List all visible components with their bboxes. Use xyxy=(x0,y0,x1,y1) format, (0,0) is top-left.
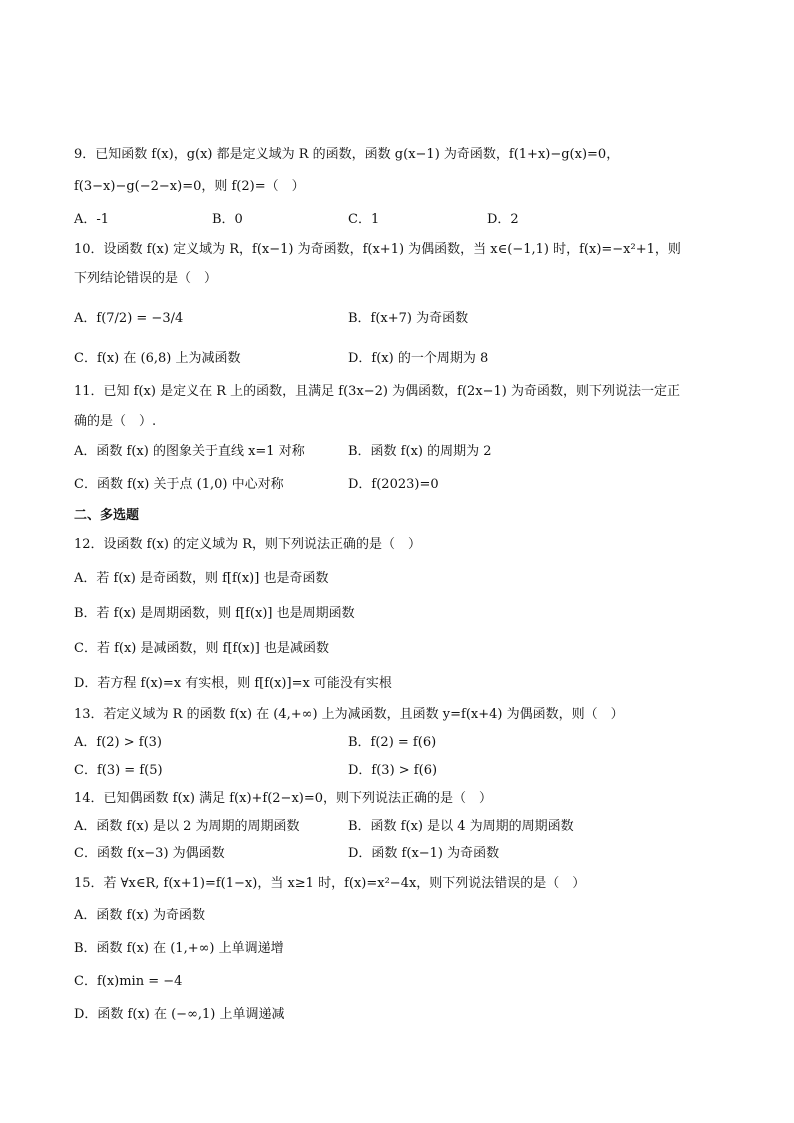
q13-option-b: B．f(2) = f(6) xyxy=(348,735,437,750)
q13-option-d: D．f(3) > f(6) xyxy=(348,763,438,778)
q13-stem-line1: 13．若定义域为 R 的函数 f(x) 在 (4,+∞) 上为减函数，且函数 y=f(x+4) 为偶函数，则（ ） xyxy=(74,707,624,722)
q11-option-c: C．函数 f(x) 关于点 (1,0) 中心对称 xyxy=(74,477,284,492)
q12-option-c: C．若 f(x) 是减函数，则 f[f(x)] 也是减函数 xyxy=(74,641,330,656)
q15-stem-line1: 15．若 ∀x∈R, f(x+1)=f(1−x)，当 x≥1 时，f(x)=x²−4x，则下列说法错误的是（ ） xyxy=(74,876,586,891)
q15-option-c: C．f(x)min = −4 xyxy=(74,974,183,989)
q14-stem-line1: 14．已知偶函数 f(x) 满足 f(x)+f(2−x)=0，则下列说法正确的是（ ） xyxy=(74,791,493,806)
q12-option-b: B．若 f(x) 是周期函数，则 f[f(x)] 也是周期函数 xyxy=(74,606,355,621)
q9-stem-line2: f(3−x)−g(−2−x)=0，则 f(2)=（ ） xyxy=(74,179,305,194)
q10-option-a: A．f(7/2) = −3/4 xyxy=(74,311,184,326)
q10-option-c: C．f(x) 在 (6,8) 上为减函数 xyxy=(74,351,241,366)
q14-option-b: B．函数 f(x) 是以 4 为周期的周期函数 xyxy=(348,819,574,834)
q11-stem-line1: 11．已知 f(x) 是定义在 R 上的函数，且满足 f(3x−2) 为偶函数，f(2x−1) 为奇函数，则下列说法一定正 xyxy=(74,384,680,399)
q12-stem-line1: 12．设函数 f(x) 的定义域为 R，则下列说法正确的是（ ） xyxy=(74,537,422,552)
q15-option-a: A．函数 f(x) 为奇函数 xyxy=(74,908,205,923)
q15-option-b: B．函数 f(x) 在 (1,+∞) 上单调递增 xyxy=(74,941,284,956)
q9-stem-line1: 9．已知函数 f(x)，g(x) 都是定义域为 R 的函数，函数 g(x−1) 为奇函数，f(1+x)−g(x)=0， xyxy=(74,147,620,162)
q9-option-a: A．-1 xyxy=(74,212,110,227)
q9-option-c: C．1 xyxy=(348,212,380,227)
section-heading-multiple-choice: 二、多选题 xyxy=(74,508,140,523)
q11-stem-line2: 确的是（ ）. xyxy=(74,414,157,429)
q11-option-d: D．f(2023)=0 xyxy=(348,477,439,492)
q12-option-a: A．若 f(x) 是奇函数，则 f[f(x)] 也是奇函数 xyxy=(74,571,329,586)
q11-option-b: B．函数 f(x) 的周期为 2 xyxy=(348,444,492,459)
q10-option-d: D．f(x) 的一个周期为 8 xyxy=(348,351,489,366)
q10-option-b: B．f(x+7) 为奇函数 xyxy=(348,311,469,326)
q9-option-d: D．2 xyxy=(487,212,519,227)
q14-option-a: A．函数 f(x) 是以 2 为周期的周期函数 xyxy=(74,819,300,834)
q13-option-a: A．f(2) > f(3) xyxy=(74,735,162,750)
q13-option-c: C．f(3) = f(5) xyxy=(74,763,163,778)
q12-option-d: D．若方程 f(x)=x 有实根，则 f[f(x)]=x 可能没有实根 xyxy=(74,676,392,691)
q11-option-a: A．函数 f(x) 的图象关于直线 x=1 对称 xyxy=(74,444,305,459)
q14-option-c: C．函数 f(x−3) 为偶函数 xyxy=(74,846,225,861)
q10-stem-line2: 下列结论错误的是（ ） xyxy=(74,271,218,286)
q15-option-d: D．函数 f(x) 在 (−∞,1) 上单调递减 xyxy=(74,1007,285,1022)
q10-stem-line1: 10．设函数 f(x) 定义域为 R，f(x−1) 为奇函数，f(x+1) 为偶函数，当 x∈(−1,1) 时，f(x)=−x²+1，则 xyxy=(74,242,681,257)
q14-option-d: D．函数 f(x−1) 为奇函数 xyxy=(348,846,500,861)
q9-option-b: B．0 xyxy=(212,212,243,227)
